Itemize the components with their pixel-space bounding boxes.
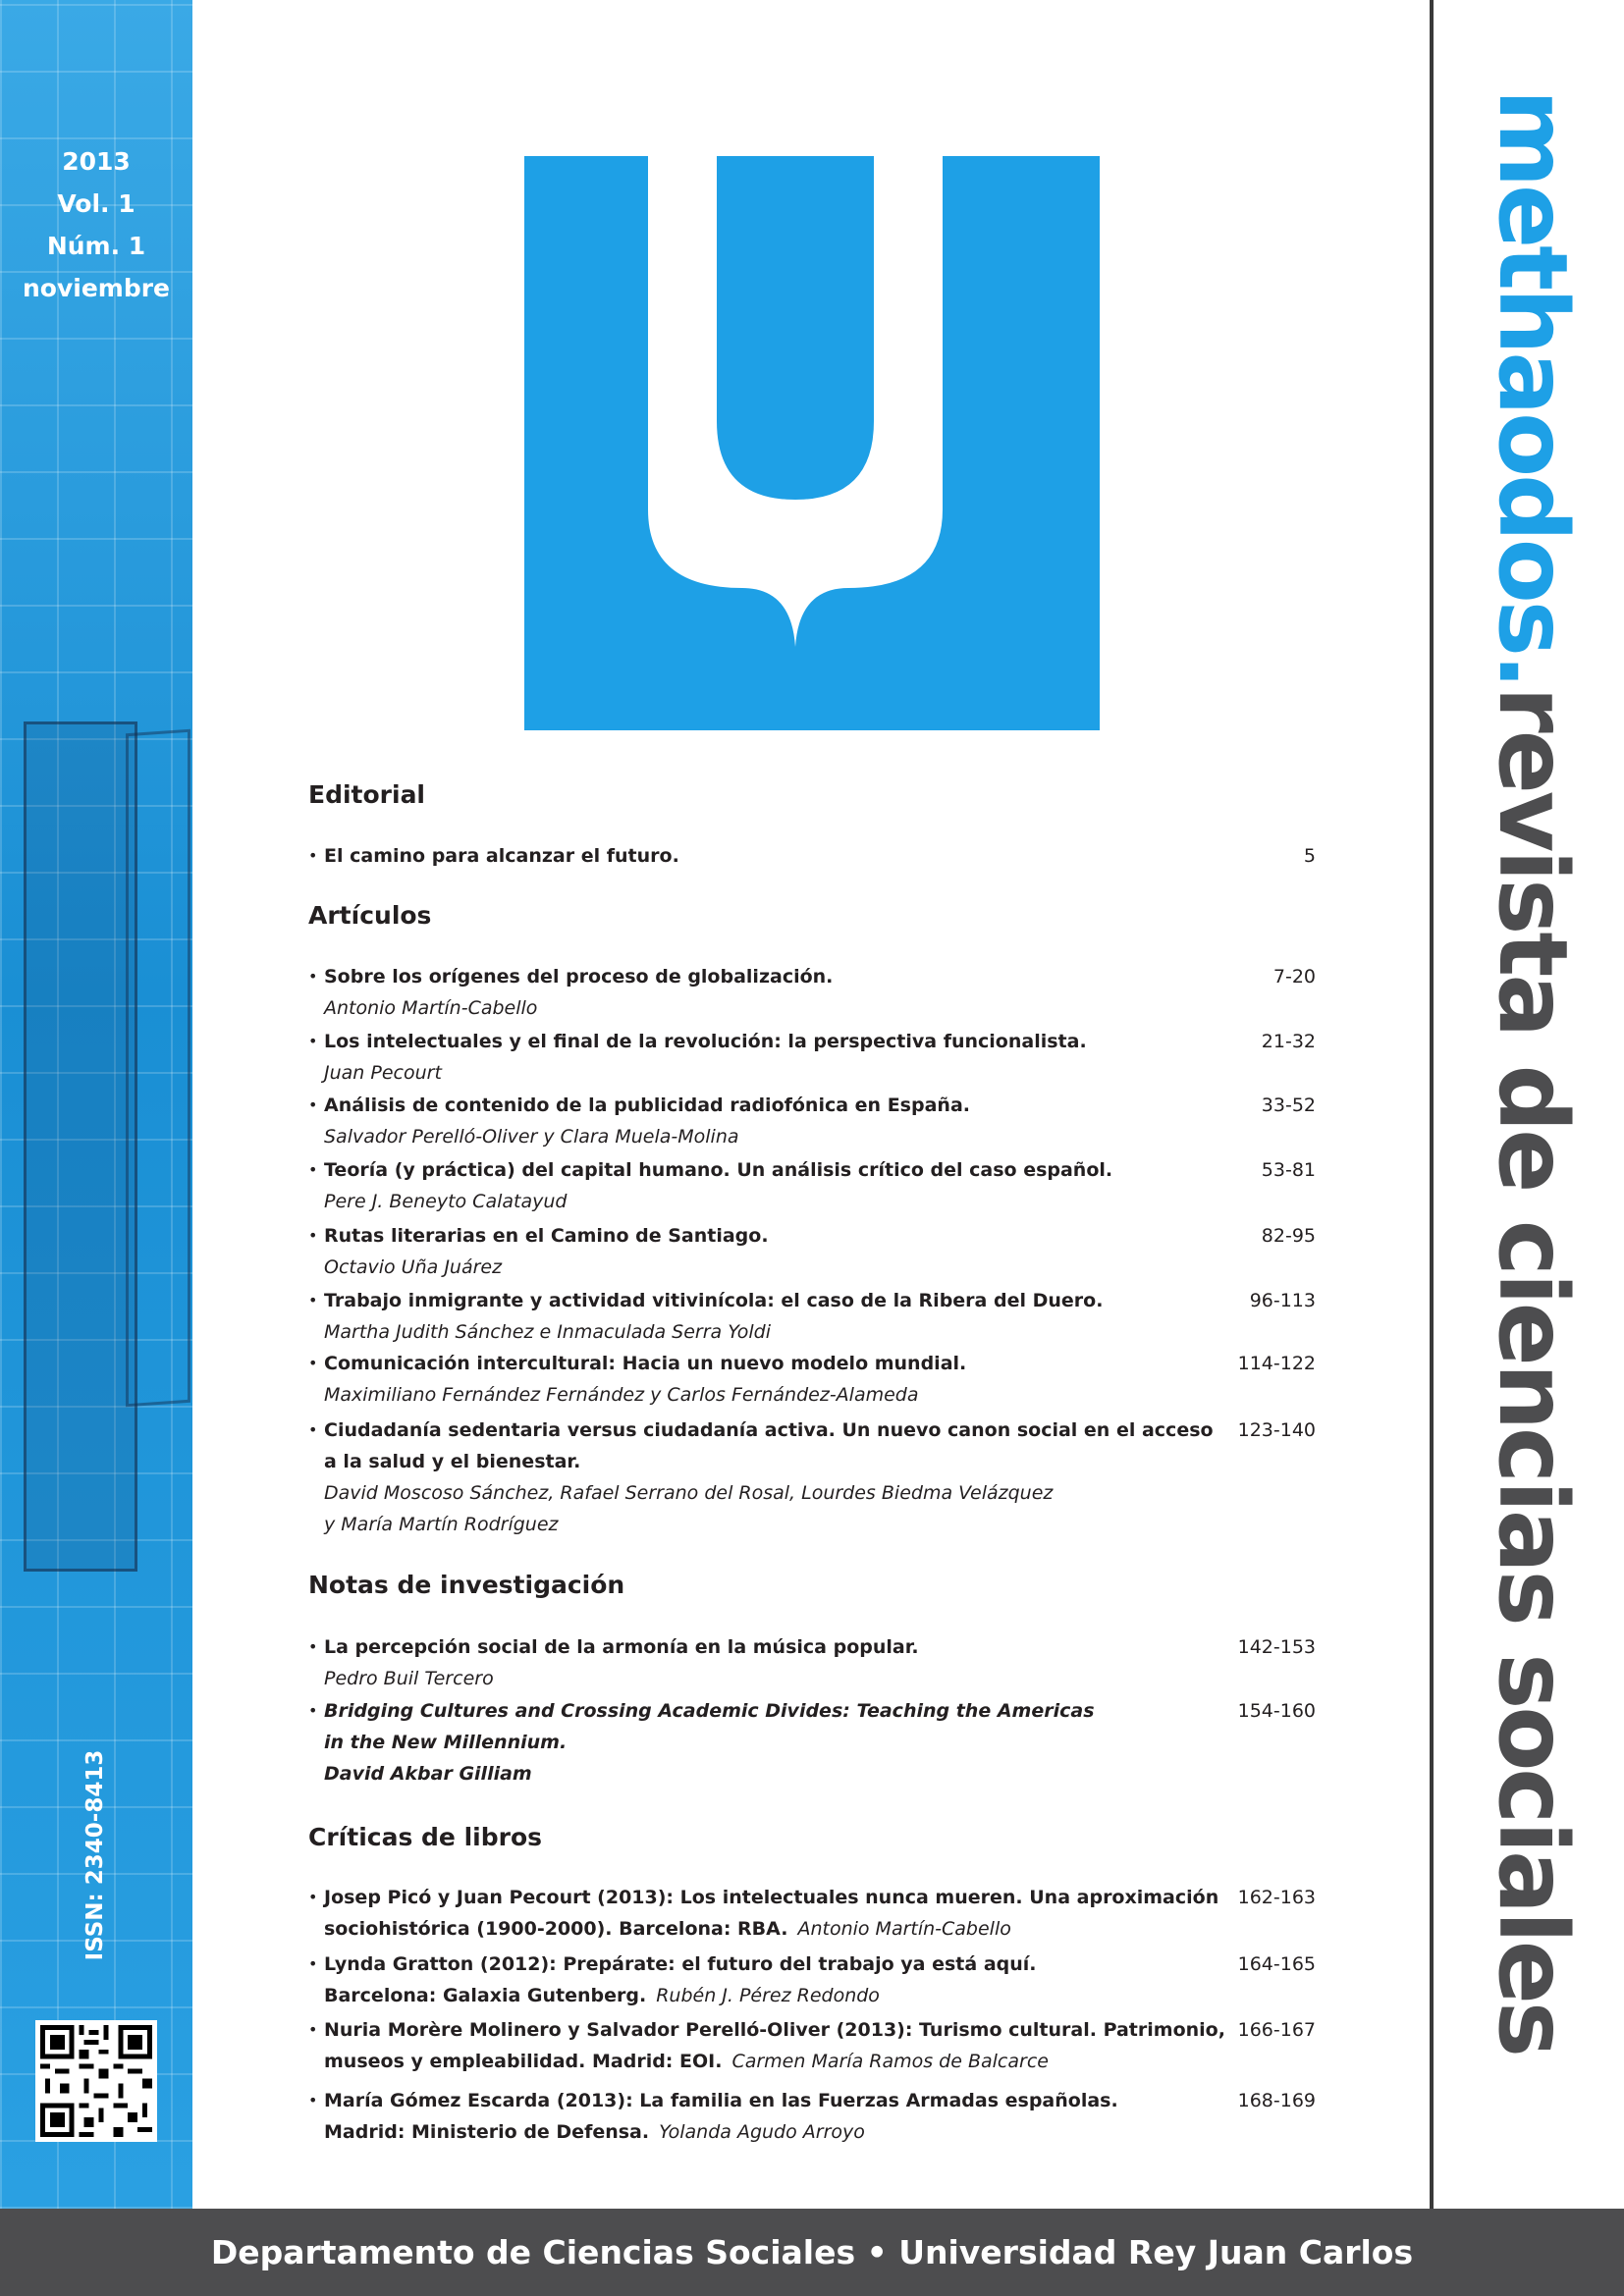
entry-author: Antonio Martín-Cabello — [324, 997, 538, 1019]
section-title-criticas: Críticas de libros — [308, 1823, 543, 1851]
entry-title: • Comunicación intercultural: Hacia un nuevo modelo mundial. — [308, 1348, 1316, 1379]
entry-author: Yolanda Agudo Arroyo — [659, 2121, 865, 2143]
toc-entry[interactable] — [308, 1348, 1316, 1411]
entry-title: • María Gómez Escarda (2013): La familia en las Fuerzas Armadas españolas. — [308, 2085, 1316, 2116]
issue-volume: Vol. 1 — [57, 189, 135, 218]
section-title-notas: Notas de investigación — [308, 1571, 625, 1599]
qr-code-icon — [35, 2020, 157, 2142]
entry-author: David Akbar Gilliam — [324, 1763, 532, 1785]
issue-number: Núm. 1 — [46, 232, 146, 260]
entry-author: Martha Judith Sánchez e Inmaculada Serra Yoldi — [324, 1321, 771, 1343]
entry-pages: 33-52 — [1261, 1095, 1316, 1116]
entry-pages: 82-95 — [1261, 1225, 1316, 1247]
journal-title-vertical — [1478, 89, 1588, 2055]
entry-title: • Josep Picó y Juan Pecourt (2013): Los intelectuales nunca mueren. Una aproximación — [308, 1882, 1316, 1913]
toc-entry[interactable] — [308, 1882, 1316, 1945]
entry-pages: 142-153 — [1237, 1636, 1316, 1658]
entry-pages: 166-167 — [1237, 2019, 1316, 2041]
issue-month: noviembre — [22, 274, 171, 302]
section-title-editorial: Editorial — [308, 780, 426, 809]
entry-author-continued: y María Martín Rodríguez — [324, 1514, 559, 1535]
entry-pages: 168-169 — [1237, 2090, 1316, 2111]
entry-pages: 53-81 — [1261, 1159, 1316, 1181]
entry-title: • La percepción social de la armonía en la música popular. — [308, 1631, 1316, 1663]
entry-title: • El camino para alcanzar el futuro. — [308, 840, 1316, 872]
toc-entry[interactable] — [308, 1026, 1316, 1089]
entry-title: • Trabajo inmigrante y actividad vitivinícola: el caso de la Ribera del Duero. — [308, 1285, 1316, 1316]
entry-title: • Teoría (y práctica) del capital humano. Un análisis crítico del caso español. — [308, 1154, 1316, 1186]
mu-logo-icon — [524, 156, 1100, 734]
entry-title: • Nuria Morère Molinero y Salvador Perelló-Oliver (2013): Turismo cultural. Patrimonio, — [308, 2014, 1316, 2046]
entry-title-continued: museos y empleabilidad. Madrid: EOI. — [324, 2051, 723, 2072]
toc-entry[interactable] — [308, 1154, 1316, 1217]
entry-title: • Rutas literarias en el Camino de Santiago. — [308, 1220, 1316, 1252]
section-title-articulos: Artículos — [308, 901, 432, 930]
entry-title-continued: in the New Millennium. — [324, 1732, 568, 1753]
entry-author: Maximiliano Fernández Fernández y Carlos Fernández-Alameda — [324, 1384, 919, 1406]
entry-title: • Bridging Cultures and Crossing Academic Divides: Teaching the Americas — [308, 1695, 1316, 1727]
entry-pages: 154-160 — [1237, 1700, 1316, 1722]
toc-entry[interactable] — [308, 1695, 1316, 1789]
entry-title: • Análisis de contenido de la publicidad radiofónica en España. — [308, 1090, 1316, 1121]
strip-photo-panel-2 — [126, 729, 190, 1408]
toc-entry[interactable] — [308, 1285, 1316, 1348]
journal-title-part2: revista de ciencias sociales — [1478, 686, 1588, 2056]
entry-pages: 96-113 — [1249, 1290, 1316, 1311]
entry-author: Juan Pecourt — [324, 1062, 442, 1084]
footer-department: Departamento de Ciencias Sociales • Universidad Rey Juan Carlos — [0, 2209, 1624, 2296]
entry-title: • Sobre los orígenes del proceso de globalización. — [308, 961, 1316, 992]
journal-title-part1: methaodos. — [1478, 88, 1588, 687]
entry-title: • Lynda Gratton (2012): Prepárate: el futuro del trabajo ya está aquí. — [308, 1949, 1316, 1980]
toc-entry[interactable] — [308, 1220, 1316, 1283]
toc-entry[interactable] — [308, 2085, 1316, 2148]
entry-pages: 114-122 — [1237, 1353, 1316, 1374]
entry-author: Salvador Perelló-Oliver y Clara Muela-Molina — [324, 1126, 739, 1148]
issn-label: ISSN: 2340-8413 — [82, 1749, 108, 1961]
entry-title: • Ciudadanía sedentaria versus ciudadanía activa. Un nuevo canon social en el acceso — [308, 1415, 1316, 1446]
right-divider-line — [1430, 0, 1434, 2209]
entry-title-continued: a la salud y el bienestar. — [324, 1451, 581, 1472]
entry-pages: 164-165 — [1237, 1953, 1316, 1975]
entry-author: Octavio Uña Juárez — [324, 1256, 503, 1278]
entry-title-continued: Barcelona: Galaxia Gutenberg. — [324, 1985, 647, 2006]
entry-author: Pere J. Beneyto Calatayud — [324, 1191, 568, 1212]
toc-entry[interactable] — [308, 840, 1316, 872]
issue-year: 2013 — [62, 147, 131, 176]
entry-author: David Moscoso Sánchez, Rafael Serrano del Rosal, Lourdes Biedma Velázquez — [324, 1482, 1054, 1504]
entry-pages: 162-163 — [1237, 1887, 1316, 1908]
toc-entry[interactable] — [308, 1090, 1316, 1152]
toc-entry[interactable] — [308, 1415, 1316, 1540]
toc-entry[interactable] — [308, 961, 1316, 1024]
strip-photo-panel — [24, 721, 137, 1572]
entry-author: Rubén J. Pérez Redondo — [656, 1985, 880, 2006]
left-photo-strip — [0, 0, 192, 2209]
entry-pages: 21-32 — [1261, 1031, 1316, 1052]
entry-title-continued: Madrid: Ministerio de Defensa. — [324, 2121, 650, 2143]
toc-entry[interactable] — [308, 2014, 1316, 2077]
toc-entry[interactable] — [308, 1631, 1316, 1694]
toc-entry[interactable] — [308, 1949, 1316, 2011]
entry-author: Pedro Buil Tercero — [324, 1668, 494, 1689]
entry-title-continued: sociohistórica (1900-2000). Barcelona: RBA. — [324, 1918, 788, 1940]
entry-title: • Los intelectuales y el final de la revolución: la perspectiva funcionalista. — [308, 1026, 1316, 1057]
entry-pages: 5 — [1303, 845, 1316, 867]
entry-pages: 123-140 — [1237, 1419, 1316, 1441]
entry-author: Carmen María Ramos de Balcarce — [731, 2051, 1049, 2072]
entry-author: Antonio Martín-Cabello — [797, 1918, 1011, 1940]
entry-pages: 7-20 — [1272, 966, 1316, 988]
